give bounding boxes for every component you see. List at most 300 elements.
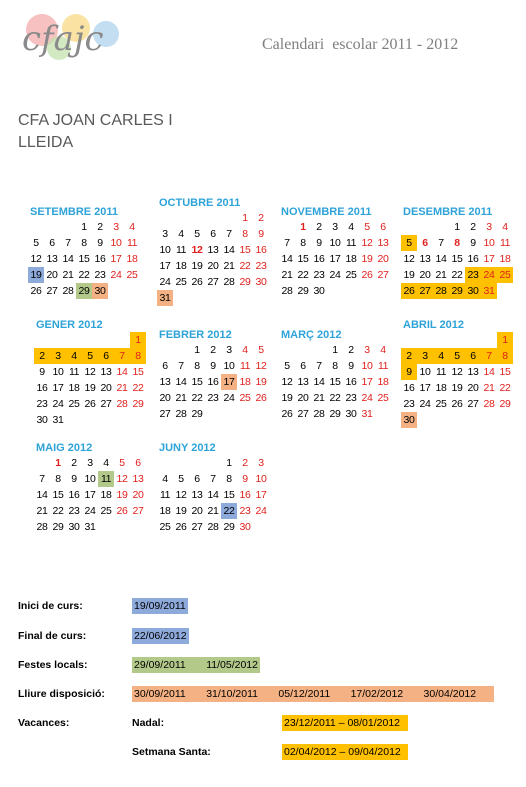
day-cell: 2 bbox=[34, 348, 50, 364]
day-cell: 19 bbox=[175, 505, 187, 517]
day-cell: 27 bbox=[377, 269, 389, 281]
day-cell: 13 bbox=[297, 376, 309, 388]
day-cell: 4 bbox=[103, 457, 109, 469]
day-cell: 17 bbox=[159, 260, 171, 272]
day-cell: 9 bbox=[39, 366, 45, 378]
day-cell: 25 bbox=[345, 269, 357, 281]
day-cell: 16 bbox=[255, 244, 267, 256]
day-cell: 21 bbox=[62, 269, 74, 281]
day-cell: 19 bbox=[361, 253, 373, 265]
day-cell: 21 bbox=[313, 392, 325, 404]
day-cell: 18 bbox=[239, 376, 251, 388]
month-name: SETEMBRE 2011 bbox=[30, 206, 119, 218]
day-cell: 28 bbox=[483, 398, 495, 410]
empty-cell bbox=[28, 219, 44, 235]
month-name: GENER 2012 bbox=[36, 319, 103, 331]
day-cell: 31 bbox=[84, 521, 96, 533]
day-cell: 11 bbox=[126, 237, 138, 249]
day-cell: 18 bbox=[126, 253, 138, 265]
day-cell: 9 bbox=[97, 237, 103, 249]
day-cell: 19 bbox=[191, 260, 203, 272]
day-cell: 26 bbox=[116, 505, 128, 517]
day-cell: 29 bbox=[239, 276, 251, 288]
day-cell: 13 bbox=[419, 253, 431, 265]
day-cell: 7 bbox=[481, 348, 497, 364]
empty-cell bbox=[481, 332, 497, 348]
day-cell: 14 bbox=[62, 253, 74, 265]
day-cell: 14 bbox=[207, 489, 219, 501]
day-cell: 19 bbox=[281, 392, 293, 404]
day-cell: 31 bbox=[481, 283, 497, 299]
day-cell: 20 bbox=[467, 382, 479, 394]
day-cell: 14 bbox=[313, 376, 325, 388]
day-cell: 27 bbox=[132, 505, 144, 517]
empty-cell bbox=[205, 210, 221, 226]
month-name: ABRIL 2012 bbox=[403, 319, 464, 331]
day-cell: 8 bbox=[332, 360, 338, 372]
christmas-dates: 23/12/2011 – 08/01/2012 bbox=[282, 715, 408, 731]
day-cell: 26 bbox=[30, 285, 42, 297]
day-cell: 9 bbox=[316, 237, 322, 249]
day-cell: 2 bbox=[97, 221, 103, 233]
day-cell: 11 bbox=[377, 360, 389, 372]
day-cell: 6 bbox=[465, 348, 481, 364]
day-cell: 3 bbox=[258, 457, 264, 469]
empty-cell bbox=[417, 219, 433, 235]
holidays-label: Vacances: bbox=[18, 717, 70, 729]
day-cell: 6 bbox=[194, 473, 200, 485]
day-cell: 23 bbox=[403, 398, 415, 410]
day-cell: 29 bbox=[76, 283, 92, 299]
day-cell: 3 bbox=[226, 344, 232, 356]
day-cell: 12 bbox=[175, 489, 187, 501]
day-cell: 30 bbox=[255, 276, 267, 288]
day-cell: 1 bbox=[300, 221, 306, 233]
day-cell: 9 bbox=[470, 237, 476, 249]
day-cell: 24 bbox=[481, 267, 497, 283]
day-cell: 6 bbox=[98, 348, 114, 364]
day-cell: 14 bbox=[483, 366, 495, 378]
day-cell: 7 bbox=[65, 237, 71, 249]
day-cell: 19 bbox=[403, 269, 415, 281]
empty-cell bbox=[401, 219, 417, 235]
day-cell: 7 bbox=[438, 237, 444, 249]
day-cell: 20 bbox=[100, 382, 112, 394]
christmas-label: Nadal: bbox=[132, 717, 165, 729]
month-name: NOVEMBRE 2011 bbox=[281, 206, 372, 218]
day-cell: 12 bbox=[403, 253, 415, 265]
day-cell: 2 bbox=[316, 221, 322, 233]
empty-cell bbox=[279, 342, 295, 358]
day-cell: 23 bbox=[68, 505, 80, 517]
day-cell: 22 bbox=[52, 505, 64, 517]
day-cell: 1 bbox=[332, 344, 338, 356]
day-cell: 17 bbox=[255, 489, 267, 501]
day-cell: 14 bbox=[223, 244, 235, 256]
school-city: LLEIDA bbox=[18, 134, 74, 151]
day-cell: 3 bbox=[113, 221, 119, 233]
day-cell: 10 bbox=[329, 237, 341, 249]
day-grid bbox=[401, 332, 521, 428]
day-cell: 29 bbox=[449, 283, 465, 299]
month-march-2012 bbox=[279, 328, 399, 422]
logo-lettering: cfajc bbox=[22, 19, 104, 59]
day-grid bbox=[157, 210, 277, 306]
month-april-2012 bbox=[401, 318, 521, 428]
day-cell: 17 bbox=[52, 382, 64, 394]
month-february-2012 bbox=[157, 328, 277, 422]
day-cell: 15 bbox=[499, 366, 511, 378]
day-cell: 24 bbox=[419, 398, 431, 410]
day-cell: 24 bbox=[52, 398, 64, 410]
easter-label: Setmana Santa: bbox=[132, 746, 211, 758]
day-cell: 12 bbox=[84, 366, 96, 378]
day-cell: 8 bbox=[226, 473, 232, 485]
end-date: 22/06/2012 bbox=[134, 630, 187, 642]
day-cell: 14 bbox=[175, 376, 187, 388]
day-cell: 19 bbox=[116, 489, 128, 501]
day-cell: 22 bbox=[451, 269, 463, 281]
day-cell: 21 bbox=[483, 382, 495, 394]
empty-cell bbox=[401, 332, 417, 348]
easter-dates: 02/04/2012 – 09/04/2012 bbox=[282, 744, 408, 760]
month-may-2012 bbox=[34, 441, 154, 535]
day-cell: 15 bbox=[132, 366, 144, 378]
day-cell: 24 bbox=[329, 269, 341, 281]
day-cell: 28 bbox=[207, 521, 219, 533]
day-cell: 31 bbox=[157, 290, 173, 306]
day-cell: 3 bbox=[486, 221, 492, 233]
day-cell: 18 bbox=[435, 382, 447, 394]
day-cell: 30 bbox=[68, 521, 80, 533]
day-cell: 11 bbox=[239, 360, 251, 372]
day-cell: 20 bbox=[46, 269, 58, 281]
day-cell: 9 bbox=[348, 360, 354, 372]
day-cell: 14 bbox=[116, 366, 128, 378]
day-cell: 12 bbox=[191, 244, 203, 256]
day-grid bbox=[157, 342, 277, 422]
day-cell: 29 bbox=[223, 521, 235, 533]
day-cell: 21 bbox=[116, 382, 128, 394]
day-cell: 11 bbox=[68, 366, 80, 378]
day-cell: 10 bbox=[159, 244, 171, 256]
day-cell: 28 bbox=[175, 408, 187, 420]
day-cell: 12 bbox=[30, 253, 42, 265]
day-cell: 22 bbox=[221, 503, 237, 519]
empty-cell bbox=[279, 219, 295, 235]
day-cell: 31 bbox=[361, 408, 373, 420]
day-cell: 20 bbox=[159, 392, 171, 404]
day-cell: 4 bbox=[178, 228, 184, 240]
free-dates: 30/09/2011 31/10/2011 05/12/2011 17/02/2012 30/04/2012 bbox=[132, 686, 494, 702]
day-cell: 13 bbox=[46, 253, 58, 265]
day-cell: 6 bbox=[135, 457, 141, 469]
day-cell: 3 bbox=[364, 344, 370, 356]
month-january-2012 bbox=[34, 318, 154, 428]
day-cell: 21 bbox=[175, 392, 187, 404]
day-cell: 16 bbox=[207, 376, 219, 388]
day-cell: 6 bbox=[210, 228, 216, 240]
day-cell: 6 bbox=[422, 237, 428, 249]
empty-cell bbox=[449, 332, 465, 348]
day-cell: 30 bbox=[239, 521, 251, 533]
day-cell: 6 bbox=[49, 237, 55, 249]
day-cell: 11 bbox=[98, 471, 114, 487]
day-cell: 24 bbox=[84, 505, 96, 517]
day-cell: 19 bbox=[84, 382, 96, 394]
day-cell: 8 bbox=[81, 237, 87, 249]
day-cell: 16 bbox=[68, 489, 80, 501]
day-cell: 1 bbox=[130, 332, 146, 348]
empty-cell bbox=[173, 342, 189, 358]
day-cell: 9 bbox=[401, 364, 417, 380]
day-cell: 4 bbox=[66, 348, 82, 364]
day-cell: 21 bbox=[223, 260, 235, 272]
day-cell: 27 bbox=[159, 408, 171, 420]
day-cell: 7 bbox=[316, 360, 322, 372]
empty-cell bbox=[98, 332, 114, 348]
day-cell: 28 bbox=[433, 283, 449, 299]
day-cell: 26 bbox=[361, 269, 373, 281]
day-cell: 23 bbox=[207, 392, 219, 404]
day-cell: 26 bbox=[255, 392, 267, 404]
day-cell: 30 bbox=[92, 283, 108, 299]
month-name: OCTUBRE 2011 bbox=[159, 197, 241, 209]
day-cell: 10 bbox=[52, 366, 64, 378]
day-cell: 30 bbox=[465, 283, 481, 299]
day-cell: 24 bbox=[255, 505, 267, 517]
day-cell: 3 bbox=[162, 228, 168, 240]
day-cell: 26 bbox=[84, 398, 96, 410]
day-cell: 7 bbox=[284, 237, 290, 249]
empty-cell bbox=[189, 210, 205, 226]
month-december-2011 bbox=[401, 205, 521, 299]
day-cell: 16 bbox=[36, 382, 48, 394]
day-cell: 15 bbox=[223, 489, 235, 501]
day-cell: 5 bbox=[284, 360, 290, 372]
day-cell: 16 bbox=[467, 253, 479, 265]
month-name: MAIG 2012 bbox=[36, 442, 93, 454]
empty-cell bbox=[433, 219, 449, 235]
free-label: Lliure disposició: bbox=[18, 688, 105, 700]
day-cell: 1 bbox=[242, 212, 248, 224]
day-cell: 8 bbox=[55, 473, 61, 485]
empty-cell bbox=[189, 455, 205, 471]
day-cell: 29 bbox=[52, 521, 64, 533]
day-cell: 26 bbox=[175, 521, 187, 533]
day-cell: 20 bbox=[419, 269, 431, 281]
day-grid bbox=[401, 219, 521, 299]
school-name: CFA JOAN CARLES I bbox=[18, 112, 173, 129]
day-cell: 26 bbox=[451, 398, 463, 410]
day-cell: 22 bbox=[78, 269, 90, 281]
day-cell: 5 bbox=[364, 221, 370, 233]
day-cell: 23 bbox=[255, 260, 267, 272]
day-cell: 5 bbox=[258, 344, 264, 356]
day-cell: 15 bbox=[52, 489, 64, 501]
empty-cell bbox=[44, 219, 60, 235]
day-grid bbox=[279, 219, 399, 299]
day-cell: 2 bbox=[258, 212, 264, 224]
day-grid bbox=[34, 332, 154, 428]
day-cell: 7 bbox=[39, 473, 45, 485]
day-cell: 28 bbox=[313, 408, 325, 420]
day-cell: 20 bbox=[207, 260, 219, 272]
day-cell: 4 bbox=[433, 348, 449, 364]
day-cell: 11 bbox=[345, 237, 357, 249]
day-cell: 14 bbox=[281, 253, 293, 265]
day-cell: 16 bbox=[94, 253, 106, 265]
day-cell: 3 bbox=[332, 221, 338, 233]
day-cell: 27 bbox=[46, 285, 58, 297]
day-cell: 24 bbox=[361, 392, 373, 404]
day-cell: 14 bbox=[36, 489, 48, 501]
day-cell: 28 bbox=[281, 285, 293, 297]
day-cell: 20 bbox=[191, 505, 203, 517]
day-cell: 10 bbox=[223, 360, 235, 372]
day-cell: 9 bbox=[71, 473, 77, 485]
day-grid bbox=[34, 455, 154, 535]
day-cell: 25 bbox=[239, 392, 251, 404]
empty-cell bbox=[311, 342, 327, 358]
empty-cell bbox=[157, 455, 173, 471]
month-name: FEBRER 2012 bbox=[159, 329, 232, 341]
day-cell: 13 bbox=[377, 237, 389, 249]
day-grid bbox=[157, 455, 277, 535]
day-cell: 9 bbox=[258, 228, 264, 240]
day-cell: 16 bbox=[403, 382, 415, 394]
day-cell: 13 bbox=[207, 244, 219, 256]
month-june-2012 bbox=[157, 441, 277, 535]
end-label: Final de curs: bbox=[18, 630, 87, 642]
day-cell: 5 bbox=[401, 235, 417, 251]
day-cell: 5 bbox=[449, 348, 465, 364]
day-cell: 19 bbox=[255, 376, 267, 388]
day-cell: 21 bbox=[281, 269, 293, 281]
day-cell: 1 bbox=[194, 344, 200, 356]
day-cell: 5 bbox=[119, 457, 125, 469]
day-cell: 19 bbox=[451, 382, 463, 394]
day-cell: 26 bbox=[191, 276, 203, 288]
day-cell: 3 bbox=[87, 457, 93, 469]
day-cell: 27 bbox=[417, 283, 433, 299]
empty-cell bbox=[34, 332, 50, 348]
day-cell: 9 bbox=[242, 473, 248, 485]
month-october-2011 bbox=[157, 196, 277, 306]
day-cell: 17 bbox=[221, 374, 237, 390]
day-cell: 30 bbox=[36, 414, 48, 426]
day-cell: 24 bbox=[223, 392, 235, 404]
day-cell: 17 bbox=[84, 489, 96, 501]
local-dates: 29/09/2011 11/05/2012 bbox=[134, 659, 258, 671]
day-cell: 15 bbox=[239, 244, 251, 256]
day-cell: 13 bbox=[467, 366, 479, 378]
day-cell: 1 bbox=[454, 221, 460, 233]
day-cell: 25 bbox=[175, 276, 187, 288]
day-cell: 6 bbox=[162, 360, 168, 372]
start-label: Inici de curs: bbox=[18, 600, 83, 612]
day-cell: 28 bbox=[62, 285, 74, 297]
day-cell: 23 bbox=[94, 269, 106, 281]
day-cell: 2 bbox=[71, 457, 77, 469]
day-cell: 11 bbox=[499, 237, 511, 249]
day-cell: 28 bbox=[36, 521, 48, 533]
day-cell: 29 bbox=[297, 285, 309, 297]
day-cell: 4 bbox=[502, 221, 508, 233]
day-cell: 27 bbox=[207, 276, 219, 288]
day-cell: 20 bbox=[377, 253, 389, 265]
day-cell: 21 bbox=[435, 269, 447, 281]
day-cell: 1 bbox=[226, 457, 232, 469]
day-cell: 2 bbox=[401, 348, 417, 364]
day-cell: 5 bbox=[33, 237, 39, 249]
day-cell: 8 bbox=[194, 360, 200, 372]
empty-cell bbox=[173, 455, 189, 471]
school-logo bbox=[14, 8, 126, 68]
day-cell: 3 bbox=[50, 348, 66, 364]
day-cell: 27 bbox=[191, 521, 203, 533]
day-cell: 31 bbox=[52, 414, 64, 426]
empty-cell bbox=[60, 219, 76, 235]
day-cell: 26 bbox=[401, 283, 417, 299]
day-cell: 4 bbox=[129, 221, 135, 233]
day-cell: 22 bbox=[239, 260, 251, 272]
day-cell: 10 bbox=[110, 237, 122, 249]
day-cell: 16 bbox=[345, 376, 357, 388]
day-cell: 8 bbox=[300, 237, 306, 249]
day-cell: 4 bbox=[162, 473, 168, 485]
day-cell: 10 bbox=[483, 237, 495, 249]
day-cell: 5 bbox=[194, 228, 200, 240]
day-cell: 15 bbox=[191, 376, 203, 388]
empty-cell bbox=[34, 455, 50, 471]
day-cell: 2 bbox=[242, 457, 248, 469]
day-cell: 25 bbox=[68, 398, 80, 410]
day-cell: 20 bbox=[132, 489, 144, 501]
day-cell: 23 bbox=[465, 267, 481, 283]
day-cell: 24 bbox=[110, 269, 122, 281]
month-november-2011 bbox=[279, 205, 399, 299]
day-cell: 29 bbox=[329, 408, 341, 420]
day-cell: 18 bbox=[100, 489, 112, 501]
empty-cell bbox=[173, 210, 189, 226]
day-cell: 12 bbox=[255, 360, 267, 372]
day-cell: 13 bbox=[132, 473, 144, 485]
day-cell: 19 bbox=[28, 267, 44, 283]
empty-cell bbox=[114, 332, 130, 348]
day-cell: 18 bbox=[175, 260, 187, 272]
start-date: 19/09/2011 bbox=[134, 600, 186, 612]
day-cell: 17 bbox=[329, 253, 341, 265]
day-cell: 12 bbox=[361, 237, 373, 249]
day-cell: 8 bbox=[497, 348, 513, 364]
day-cell: 10 bbox=[84, 473, 96, 485]
day-cell: 26 bbox=[281, 408, 293, 420]
day-cell: 8 bbox=[130, 348, 146, 364]
day-cell: 7 bbox=[210, 473, 216, 485]
day-cell: 27 bbox=[100, 398, 112, 410]
day-cell: 22 bbox=[499, 382, 511, 394]
month-name: MARÇ 2012 bbox=[281, 329, 342, 341]
day-cell: 8 bbox=[454, 237, 460, 249]
empty-cell bbox=[50, 332, 66, 348]
day-cell: 23 bbox=[36, 398, 48, 410]
empty-cell bbox=[82, 332, 98, 348]
month-september-2011 bbox=[28, 205, 148, 299]
day-cell: 13 bbox=[100, 366, 112, 378]
day-cell: 15 bbox=[297, 253, 309, 265]
day-cell: 17 bbox=[483, 253, 495, 265]
